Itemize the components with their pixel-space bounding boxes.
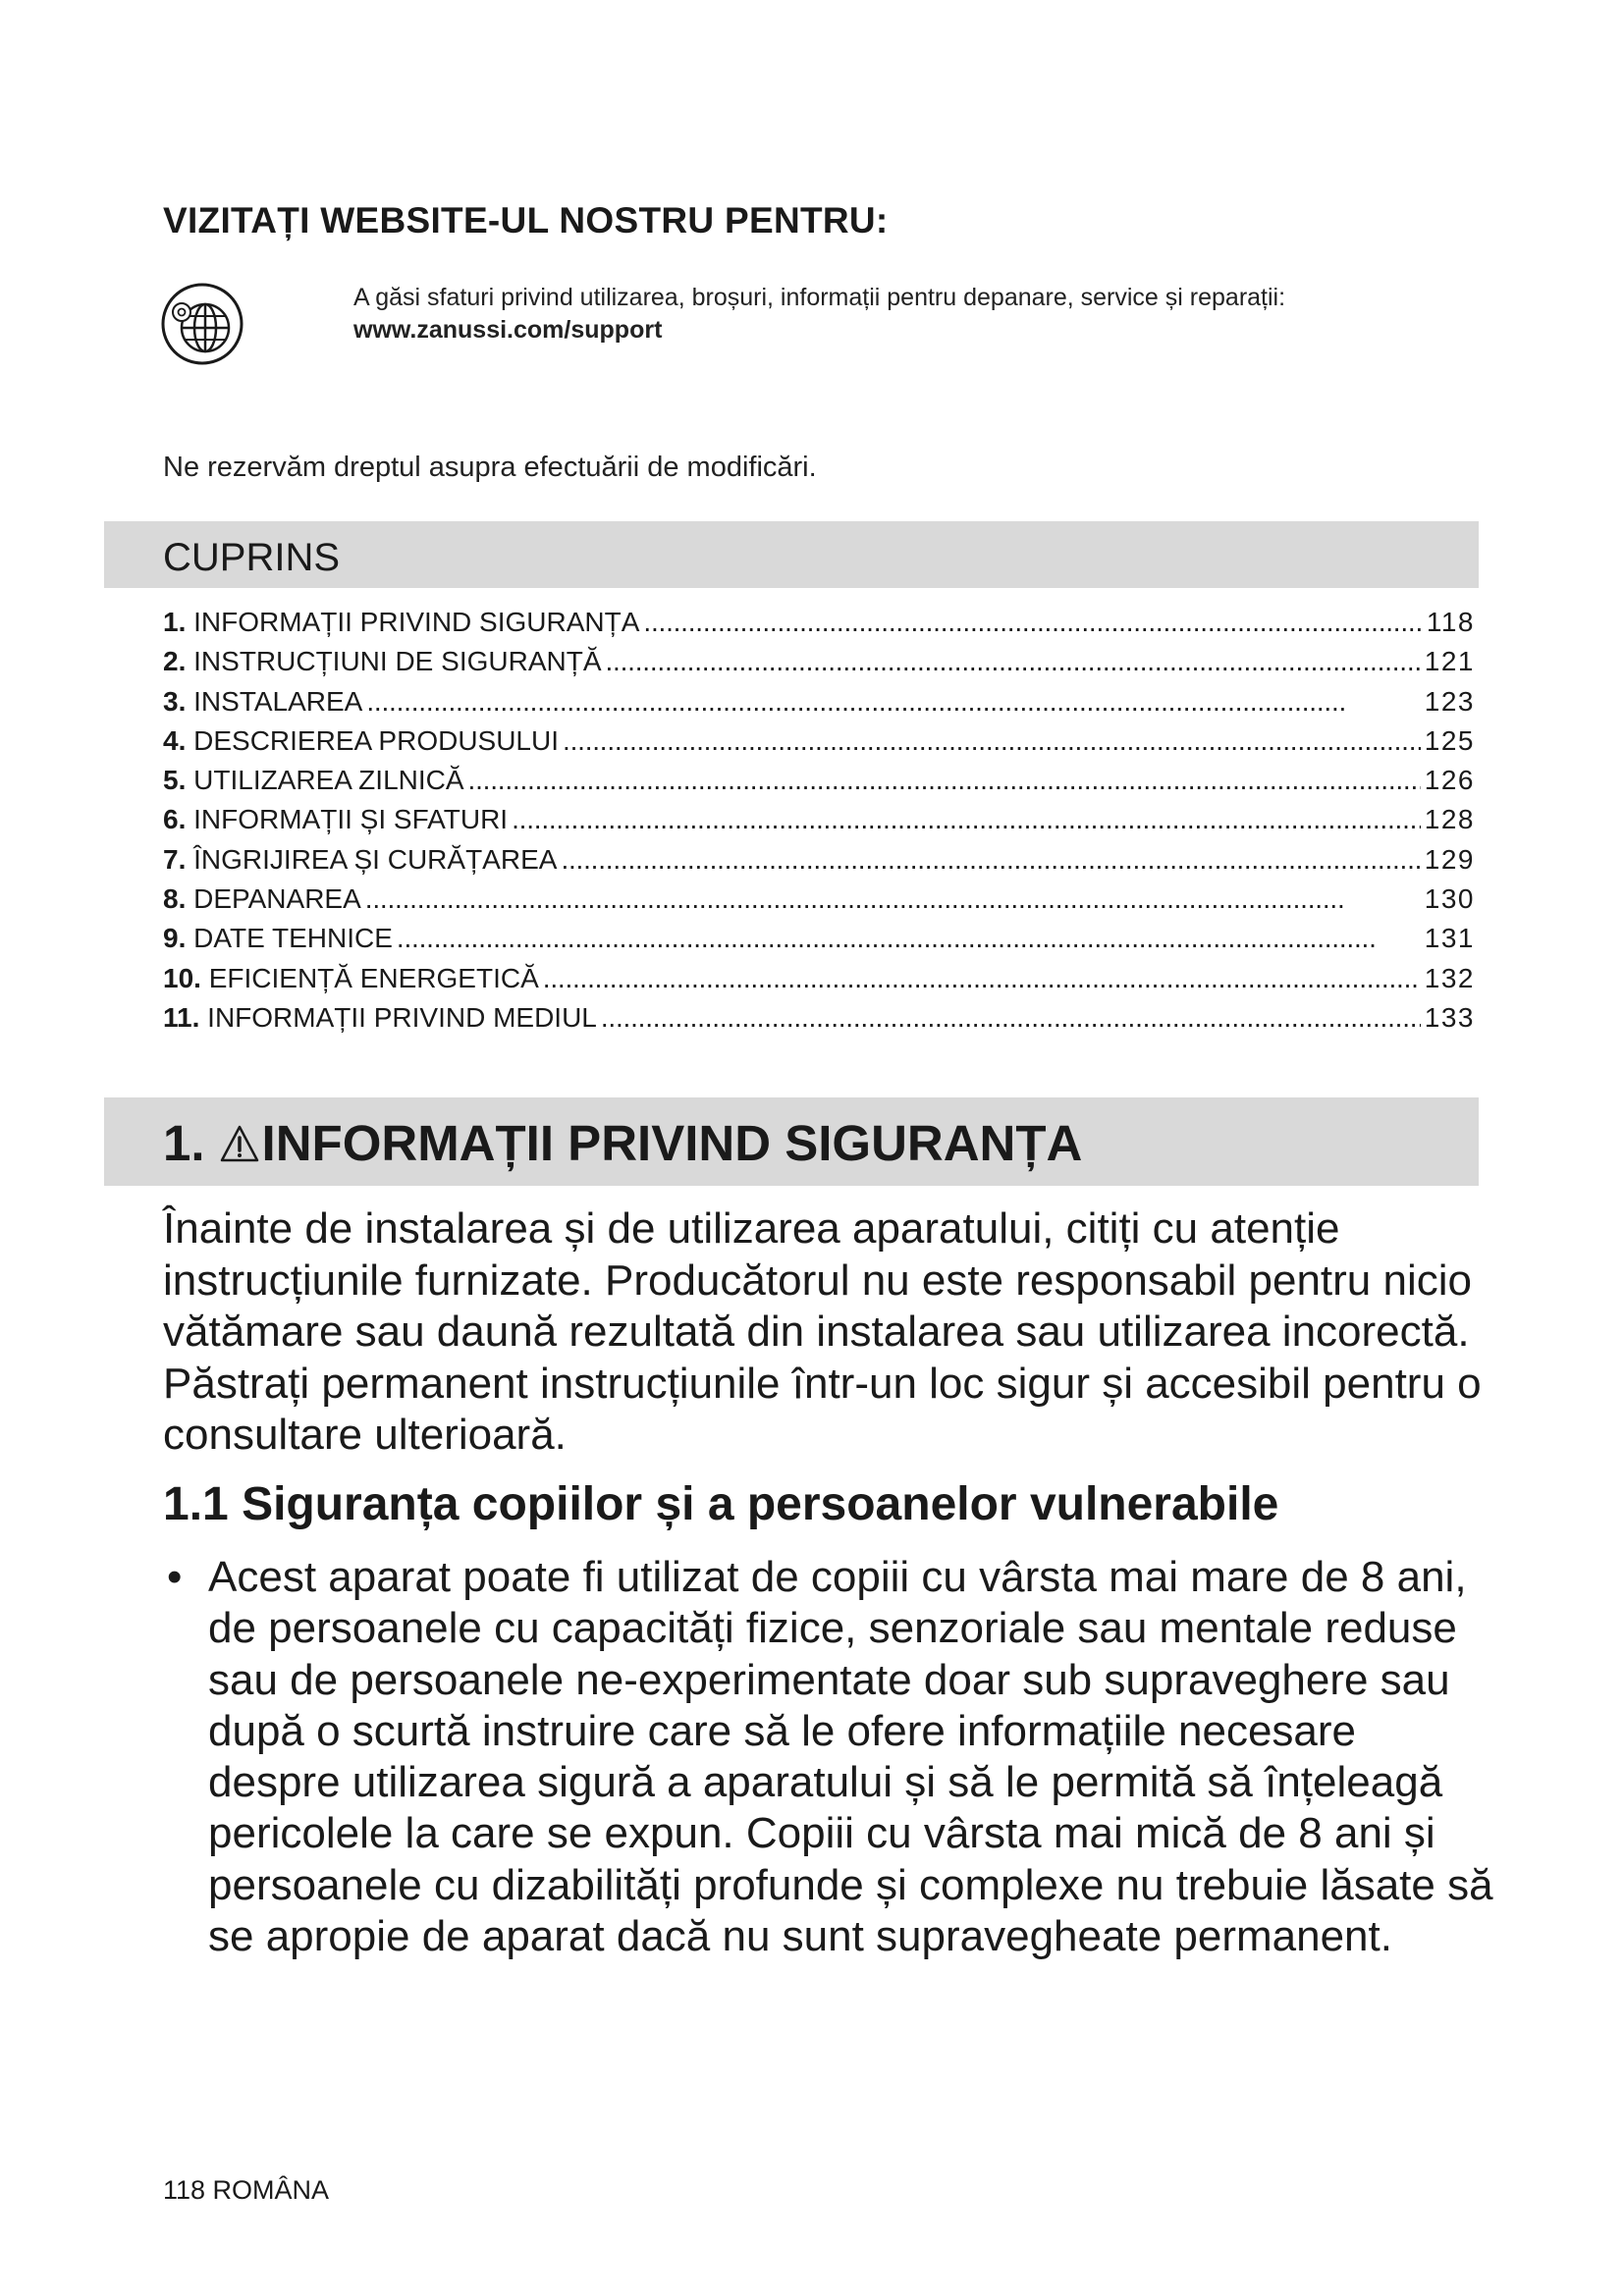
toc-item-number: 7. [163, 843, 187, 875]
support-url-link[interactable]: www.zanussi.com/support [353, 316, 663, 344]
toc-item[interactable] [163, 686, 1475, 725]
toc-item-label: DATE TEHNICE [193, 923, 393, 954]
toc-leader-dots [543, 963, 1421, 994]
toc-item-number: 11. [163, 1001, 200, 1033]
toc-item-page: 125 [1424, 724, 1475, 756]
visit-description [353, 282, 1394, 347]
toc-item-label: INFORMAȚII PRIVIND MEDIUL [207, 1001, 597, 1033]
toc-item-number: 10. [163, 962, 201, 993]
section-intro-paragraph: Înainte de instalarea și de utilizarea aparatului, citiți cu atenție instrucțiunile furnizate. Producătorul nu este responsabil pentru nicio vătămare sau daună rezultată din instalarea sau utilizarea incorectă. Păstrați permanent instrucțiunile într-un loc sigur și accesibil pentru o consultare ulterioară. [163, 1204, 1482, 1460]
toc-item-number: 2. [163, 646, 187, 677]
toc-item[interactable] [163, 646, 1475, 685]
toc-item[interactable] [163, 883, 1475, 923]
toc-item-number: 3. [163, 685, 187, 717]
toc-item-label: INFORMAȚII ȘI SFATURI [193, 804, 509, 835]
bullet-paragraph: Acest aparat poate fi utilizat de copiii cu vârsta mai mare de 8 ani, de persoanele cu capacități fizice, senzoriale sau mentale reduse sau de persoanele ne-experimentate doar sub supraveghere sau după o scurtă instruire care să le ofere informațiile necesare despre utilizarea sigură a aparatului și să le permită să înțeleagă pericolele la care se expun. Copiii cu vârsta mai mică de 8 ani și persoanele cu dizabilități profunde și complexe nu trebuie lăsate să se apropie de aparat dacă nu sunt supravegheate permanent. [208, 1553, 1493, 1961]
toc-leader-dots [606, 646, 1421, 677]
toc-item-page: 123 [1424, 685, 1475, 717]
toc-leader-dots [512, 804, 1421, 835]
toc-item-number: 9. [163, 923, 187, 954]
toc-leader-dots [397, 923, 1421, 954]
toc-item[interactable] [163, 963, 1475, 1002]
toc-item-page: 131 [1424, 923, 1475, 954]
toc-item[interactable] [163, 804, 1475, 843]
reserve-rights-note: Ne rezervăm dreptul asupra efectuării de modificări. [163, 452, 817, 483]
toc-item[interactable] [163, 844, 1475, 883]
toc-leader-dots [561, 844, 1420, 876]
toc-item-label: INFORMAȚII PRIVIND SIGURANȚA [193, 607, 640, 637]
section-1-heading [163, 1114, 1082, 1172]
toc-leader-dots [365, 883, 1421, 915]
toc-item-page: 118 [1426, 607, 1475, 637]
table-of-contents [163, 607, 1475, 1041]
toc-item-page: 126 [1424, 765, 1475, 796]
toc-item-label: ÎNGRIJIREA ȘI CURĂȚAREA [193, 843, 558, 875]
toc-item-number: 1. [163, 607, 187, 637]
globe-icon [160, 282, 244, 366]
toc-heading: CUPRINS [163, 536, 341, 579]
toc-leader-dots [601, 1002, 1421, 1034]
bullet-marker: • [167, 1553, 183, 1601]
visit-website-title: VIZITAȚI WEBSITE-UL NOSTRU PENTRU: [163, 200, 889, 240]
section-title: INFORMAȚII PRIVIND SIGURANȚA [261, 1115, 1083, 1171]
toc-item-label: INSTRUCȚIUNI DE SIGURANȚĂ [193, 646, 602, 677]
subsection-heading: 1.1 Siguranța copiilor și a persoanelor vulnerabile [163, 1478, 1279, 1530]
toc-leader-dots [366, 686, 1420, 718]
toc-item[interactable] [163, 1002, 1475, 1041]
toc-leader-dots [468, 765, 1421, 796]
toc-item-page: 128 [1424, 804, 1475, 835]
toc-item[interactable] [163, 725, 1475, 765]
section-number: 1. [163, 1115, 205, 1171]
toc-item-page: 121 [1424, 646, 1475, 677]
toc-leader-dots [643, 607, 1422, 638]
toc-item-number: 6. [163, 804, 187, 835]
toc-item-page: 133 [1424, 1001, 1475, 1033]
toc-item-page: 130 [1424, 883, 1475, 915]
toc-item[interactable] [163, 607, 1475, 646]
warning-icon [219, 1124, 260, 1163]
visit-text: A găsi sfaturi privind utilizarea, broșuri, informații pentru depanare, service și reparații: [353, 284, 1286, 311]
toc-item-label: DEPANAREA [193, 883, 361, 915]
toc-item-number: 5. [163, 765, 187, 796]
toc-item-label: EFICIENȚĂ ENERGETICĂ [208, 962, 539, 993]
toc-item[interactable] [163, 765, 1475, 804]
toc-item-label: DESCRIEREA PRODUSULUI [193, 724, 560, 756]
toc-item[interactable] [163, 923, 1475, 962]
toc-item-number: 4. [163, 724, 187, 756]
toc-item-label: INSTALAREA [193, 685, 363, 717]
toc-leader-dots [563, 725, 1421, 757]
toc-item-label: UTILIZAREA ZILNICĂ [193, 765, 464, 796]
toc-item-number: 8. [163, 883, 187, 915]
toc-item-page: 129 [1424, 843, 1475, 875]
page-footer: 118 ROMÂNA [163, 2175, 330, 2205]
toc-item-page: 132 [1424, 962, 1475, 993]
